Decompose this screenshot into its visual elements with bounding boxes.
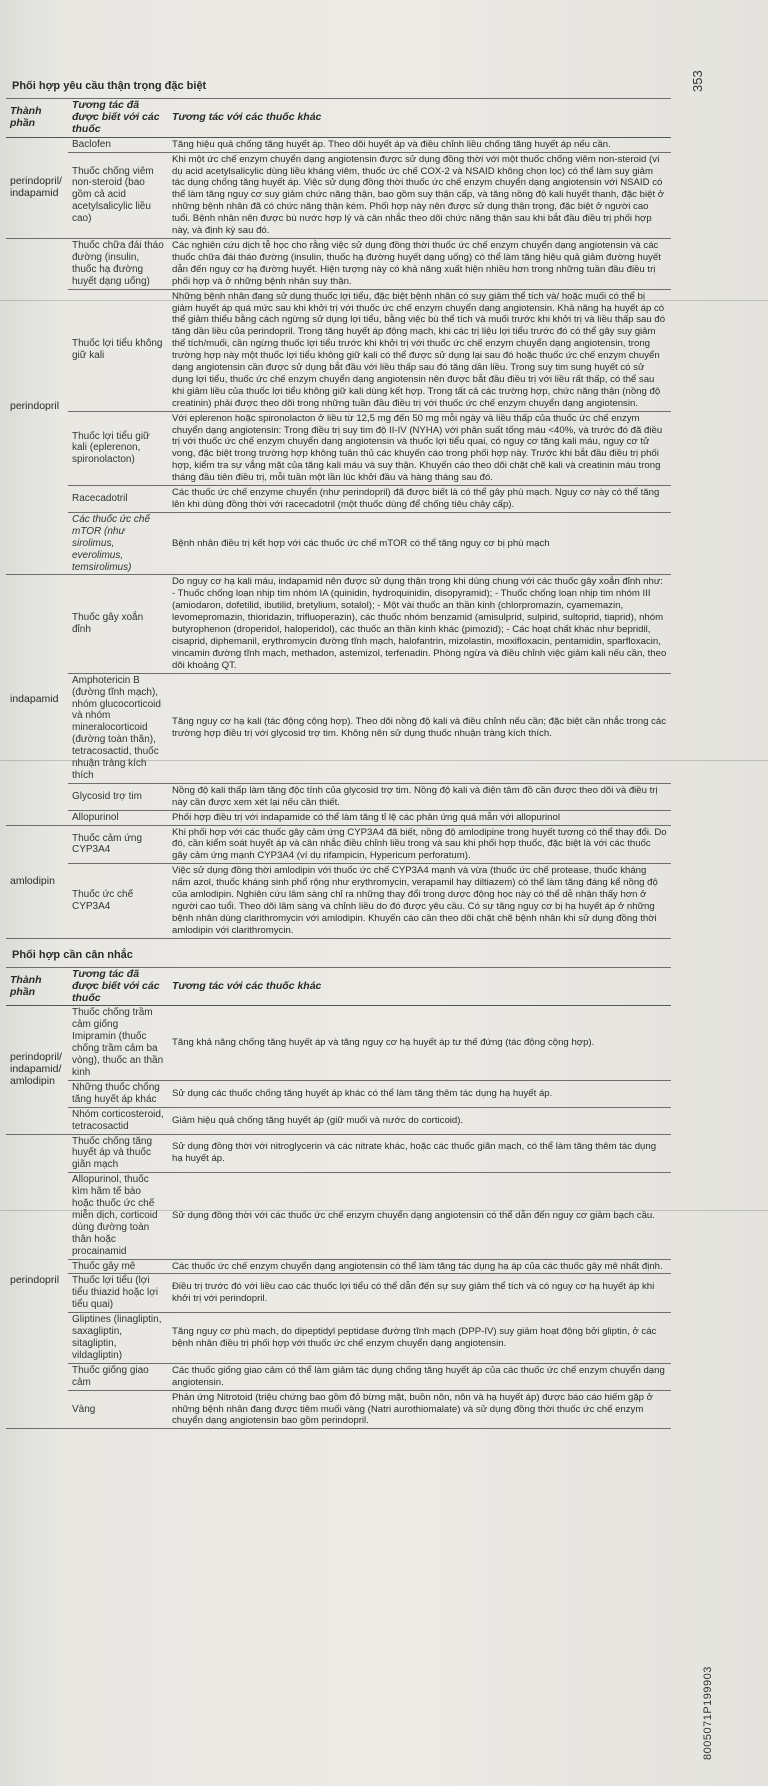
interaction-description-cell: Các thuốc ức chế enzyme chuyển (như perindopril) đã được biết là có thể gây phù mạch. Nguy cơ này có thể tăng lên khi dùng đồng thời với racecadotril (một thuốc dùng để chống tiêu chảy cấp).: [168, 486, 671, 513]
table-row: [6, 1313, 671, 1364]
table-row: [6, 152, 671, 238]
known-drug-cell: Những thuốc chống tăng huyết áp khác: [68, 1080, 168, 1107]
table-row: [6, 1080, 671, 1107]
table-header-row: [6, 99, 671, 138]
table-row: [6, 1274, 671, 1313]
interaction-description-cell: Sử dụng đồng thời với nitroglycerin và các nitrate khác, hoặc các thuốc giãn mạch, có thể làm tăng thêm tác dụng hạ huyết áp.: [168, 1134, 671, 1173]
component-cell: indapamid: [6, 575, 68, 825]
interaction-description-cell: Các thuốc giống giao cảm có thể làm giảm tác dụng chống tăng huyết áp của các thuốc ức chế enzym chuyển dạng angiotensin.: [168, 1363, 671, 1390]
interaction-description-cell: Phối hợp điều trị với indapamide có thể làm tăng tỉ lệ các phản ứng quá mẫn với allopurinol: [168, 810, 671, 825]
document-code: 8005071P199903: [702, 1666, 714, 1760]
interaction-description-cell: Sử dụng các thuốc chống tăng huyết áp khác có thể làm tăng thêm tác dụng hạ huyết áp.: [168, 1080, 671, 1107]
interaction-description-cell: Tăng nguy cơ hạ kali (tác động cộng hợp). Theo dõi nồng độ kali và điều chỉnh nếu cần; đặc biệt cần nhắc trong các trường hợp điều trị với glycosid trợ tim. Không nên sử dụng thuốc nhuận tràng kích thích.: [168, 673, 671, 783]
interaction-table-special-caution: [6, 98, 671, 939]
known-drug-cell: Racecadotril: [68, 486, 168, 513]
table-row: [6, 864, 671, 938]
known-drug-cell: Thuốc chống viêm non-steroid (bao gồm cả acid acetylsalicylic liều cao): [68, 152, 168, 238]
header-component: Thành phần: [6, 99, 68, 138]
known-drug-cell: Vàng: [68, 1390, 168, 1429]
table-row: [6, 673, 671, 783]
known-drug-cell: Glycosid trợ tim: [68, 783, 168, 810]
table-row: [6, 1390, 671, 1429]
table-row: [6, 1259, 671, 1274]
known-drug-cell: Các thuốc ức chế mTOR (như sirolimus, everolimus, temsirolimus): [68, 512, 168, 575]
table-row: [6, 486, 671, 513]
known-drug-cell: Thuốc lợi tiểu không giữ kali: [68, 289, 168, 411]
interaction-description-cell: Việc sử dụng đồng thời amlodipin với thuốc ức chế CYP3A4 mạnh và vừa (thuốc ức chế protease, thuốc kháng nấm azol, thuốc kháng sinh phổ rộng như erythromycin, verapamil hay diltiazem) có thể làm tăng đáng kể nồng độ của amlodipin. Nghiên cứu lâm sàng chỉ ra những thay đổi trong dược động học này có thể dễ nhận thấy hơn ở người cao tuổi. Theo dõi lâm sàng và chỉnh liều do đó được yêu cầu. Có sự tăng nguy cơ bị hạ huyết áp ở những bệnh nhân dùng clarithromycin với amlodipin. Khuyến cáo cần theo dõi chặt chẽ bệnh nhân khi sử dụng đồng thời amlodipin với clarithromycin.: [168, 864, 671, 938]
interaction-description-cell: Các thuốc ức chế enzym chuyển dạng angiotensin có thể làm tăng tác dụng hạ áp của các thuốc gây mê nhất định.: [168, 1259, 671, 1274]
component-cell: perindopril: [6, 238, 68, 574]
known-drug-cell: Amphotericin B (đường tĩnh mạch), nhóm glucocorticoid và nhóm mineralocorticoid (đường toàn thân), tetracosactid, thuốc nhuận tràng kích thích: [68, 673, 168, 783]
interaction-description-cell: Nồng độ kali thấp làm tăng độc tính của glycosid trợ tim. Nồng độ kali và điện tâm đồ cần được theo dõi và điều trị này cần được xem xét lại nếu cần thiết.: [168, 783, 671, 810]
component-cell: perindopril/ indapamid/ amlodipin: [6, 1006, 68, 1134]
table-row: [6, 512, 671, 575]
interaction-description-cell: Bệnh nhân điều trị kết hợp với các thuốc ức chế mTOR có thể tăng nguy cơ bị phù mạch: [168, 512, 671, 575]
page-number: 353: [690, 70, 705, 92]
interaction-description-cell: Tăng khả năng chống tăng huyết áp và tăng nguy cơ hạ huyết áp tư thế đứng (tác động cộng hợp).: [168, 1006, 671, 1080]
known-drug-cell: Thuốc gây mê: [68, 1259, 168, 1274]
header-other-interactions: Tương tác với các thuốc khác: [168, 99, 671, 138]
interaction-description-cell: Điều trị trước đó với liều cao các thuốc lợi tiểu có thể dẫn đến sự suy giảm thể tích và có nguy cơ hạ huyết áp khi khởi trị với perindopril.: [168, 1274, 671, 1313]
header-other-interactions: Tương tác với các thuốc khác: [168, 967, 671, 1006]
table-row: [6, 137, 671, 152]
header-component: Thành phần: [6, 967, 68, 1006]
component-cell: perindopril: [6, 1134, 68, 1429]
interaction-description-cell: Do nguy cơ hạ kali máu, indapamid nên được sử dụng thận trọng khi dùng chung với các thuốc gây xoắn đỉnh như: - Thuốc chống loạn nhịp tim nhóm IA (quinidin, hydroquinidin, disopyramid); - Thuốc chống loạn nhịp tim nhóm III (amiodaron, dofetilid, ibutilid, bretylium, sotalol); - Một vài thuốc an thần kinh (chlorpromazin, cyamemazin, levomepromazin, thioridazin, trifluoperazin), các thuốc nhóm benzamid (amisulprid, sulpirid, sultoprid, tiaprid), nhóm butyrophenon (droperidol, haloperidol), các thuốc an thần kinh khác (pimozid); - Các hoạt chất khác như bepridil, cisaprid, diphemanil, erythromycin đường tĩnh mạch, halofantrin, mizolastin, moxifloxacin, pentamidin, sparfloxacin, vincamin đường tĩnh mạch, methadon, astemizol, terfenadin. Phòng ngừa và điều chỉnh việc giảm kali nếu cần, theo dõi khoảng QT.: [168, 575, 671, 673]
table-row: [6, 783, 671, 810]
interaction-description-cell: Sử dụng đồng thời với các thuốc ức chế enzym chuyển dạng angiotensin có thể dẫn đến nguy cơ giảm bạch cầu.: [168, 1173, 671, 1259]
section-title-special-caution: Phối hợp yêu cầu thận trọng đặc biệt: [12, 80, 207, 92]
known-drug-cell: Baclofen: [68, 137, 168, 152]
known-drug-cell: Thuốc chữa đái tháo đường (insulin, thuốc hạ đường huyết dạng uống): [68, 238, 168, 289]
interaction-description-cell: Khi một ức chế enzym chuyển dạng angiotensin được sử dụng đồng thời với một thuốc chống viêm non-steroid (ví dụ acid acetylsalicylic dùng liều kháng viêm, thuốc ức chế COX-2 và NSAID không chọn lọc) có thể làm suy giảm tác dụng chống tăng huyết áp. Việc sử dụng đồng thời thuốc ức chế enzym chuyển dạng angiotensin với NSAID có thể làm tăng nguy cơ suy giảm chức năng thận, bao gồm suy thận cấp, và tăng nồng độ kali huyết thanh, đặc biệt ở những bệnh nhân đã có chức năng thận kém. Phối hợp này nên được sử dụng thận trọng, đặc biệt ở người cao tuổi. Bệnh nhân nên được bù nước hợp lý và cân nhắc theo dõi chức năng thận sau khi bắt đầu điều trị phối hợp này, và định kỳ sau đó.: [168, 152, 671, 238]
table-row: [6, 1107, 671, 1134]
known-drug-cell: Allopurinol: [68, 810, 168, 825]
interaction-table-consider: [6, 967, 671, 1430]
table-header-row: [6, 967, 671, 1006]
table-row: [6, 825, 671, 864]
table-row: [6, 810, 671, 825]
interaction-description-cell: Tăng nguy cơ phù mạch, do dipeptidyl peptidase đường tĩnh mạch (DPP-IV) suy giảm hoạt động bởi gliptin, ở các bệnh nhân điều trị phối hợp với thuốc ức chế enzym chuyển dạng angiotensin.: [168, 1313, 671, 1364]
interaction-description-cell: Các nghiên cứu dịch tễ học cho rằng việc sử dụng đồng thời thuốc ức chế enzym chuyển dạng angiotensin và các thuốc chữa đái tháo đường (insulin, thuốc hạ đường huyết dạng uống) có thể làm tăng hiệu quả giảm đường huyết dẫn đến nguy cơ hạ đường huyết. Hiện tượng này có khả năng xuất hiện nhiều hơn trong những tuần đầu điều trị phối hợp và ở những bệnh nhân suy thận.: [168, 238, 671, 289]
header-known-interactions: Tương tác đã được biết với các thuốc: [68, 967, 168, 1006]
known-drug-cell: Allopurinol, thuốc kìm hãm tế bào hoặc thuốc ức chế miễn dịch, corticoid dùng đường toàn thân hoặc procainamid: [68, 1173, 168, 1259]
known-drug-cell: Thuốc gây xoắn đỉnh: [68, 575, 168, 673]
table-row: [6, 1173, 671, 1259]
table-row: [6, 411, 671, 485]
known-drug-cell: Nhóm corticosteroid, tetracosactid: [68, 1107, 168, 1134]
table-row: [6, 575, 671, 673]
table-row: [6, 1363, 671, 1390]
known-drug-cell: Thuốc lợi tiểu (lợi tiểu thiazid hoặc lợi tiểu quai): [68, 1274, 168, 1313]
known-drug-cell: Thuốc cảm ứng CYP3A4: [68, 825, 168, 864]
header-known-interactions: Tương tác đã được biết với các thuốc: [68, 99, 168, 138]
interaction-document: [6, 78, 671, 1429]
section-title-consider: Phối hợp cần cân nhắc: [12, 948, 133, 961]
interaction-description-cell: Giảm hiệu quả chống tăng huyết áp (giữ muối và nước do corticoid).: [168, 1107, 671, 1134]
table-row: [6, 289, 671, 411]
known-drug-cell: Thuốc ức chế CYP3A4: [68, 864, 168, 938]
interaction-description-cell: Những bệnh nhân đang sử dụng thuốc lợi tiểu, đặc biệt bệnh nhân có suy giảm thể tích và/ hoặc muối có thể bị giảm huyết áp quá mức sau khi khởi trị với thuốc ức chế enzym chuyển dạng angiotensin. Khả năng hạ huyết áp có thể giảm thiểu bằng cách ngừng sử dụng lợi tiểu, bằng việc bù thể tích và muối trước khi khởi trị và liều thấp sau đó tăng dần liều của perindopril. Trong tăng huyết áp động mạch, khi các trị liệu lợi tiểu trước đó có thể gây suy giảm thể tích/muối, cần ngừng thuốc lợi tiểu trước khi khởi trị với thuốc ức chế enzym chuyển dạng angiotensin, trong trường hợp này một thuốc lợi tiểu không giữ kali có thể được sử dụng lại sau đó hoặc thuốc ức chế enzym chuyển dạng angiotensin cần được sử dụng bắt đầu với liều thấp sau đó tăng dần liều. Trong suy tim sung huyết có sử dụng lợi tiểu, thuốc ức chế enzym chuyển dạng angiotensin nên được bắt đầu điều trị với liều rất thấp, có thể sau khi giảm liều của thuốc lợi tiểu không giữ kali dùng kết hợp. Trong tất cả các trường hợp, chức năng thận (nồng độ creatinin) phải được theo dõi trong những tuần đầu điều trị với thuốc ức chế enzym chuyển dạng angiotensin.: [168, 289, 671, 411]
interaction-description-cell: Tăng hiệu quả chống tăng huyết áp. Theo dõi huyết áp và điều chỉnh liều chống tăng huyết áp nếu cần.: [168, 137, 671, 152]
interaction-description-cell: Phản ứng Nitrotoid (triệu chứng bao gồm đỏ bừng mặt, buồn nôn, nôn và hạ huyết áp) được báo cáo hiếm gặp ở những bệnh nhân đang được tiêm muối vàng (Natri aurothiomalate) và sử dụng đồng thời thuốc ức chế enzym chuyển dạng angiotensin bao gồm perindopril.: [168, 1390, 671, 1429]
component-cell: amlodipin: [6, 825, 68, 938]
table-row: [6, 238, 671, 289]
known-drug-cell: Thuốc chống trầm cảm giống Imipramin (thuốc chống trầm cảm ba vòng), thuốc an thần kinh: [68, 1006, 168, 1080]
interaction-description-cell: Với eplerenon hoặc spironolacton ở liều từ 12,5 mg đến 50 mg mỗi ngày và liều thấp của thuốc ức chế enzym chuyển dạng angiotensin: Trong điều trị suy tim độ II-IV (NYHA) với phân suất tống máu <40%, và trước đó đã điều trị với thuốc ức chế enzym chuyển dạng angiotensin và thuốc lợi tiểu quai, có nguy cơ tăng kali máu, nguy cơ tử vong, đặc biệt trong trường hợp không tuân thủ các khuyến cáo trong phối hợp này. Trước khi bắt đầu điều trị phối hợp, kiểm tra sự vắng mặt của tăng kali máu và suy thận. Khuyến cáo theo dõi chặt chẽ kali và creatinin máu trong tháng đầu tiên điều trị, mỗi tuần một lần lúc khởi đầu và hàng tháng sau đó.: [168, 411, 671, 485]
table-row: [6, 1134, 671, 1173]
known-drug-cell: Thuốc lợi tiểu giữ kali (eplerenon, spironolacton): [68, 411, 168, 485]
known-drug-cell: Gliptines (linagliptin, saxagliptin, sitagliptin, vildagliptin): [68, 1313, 168, 1364]
component-cell: perindopril/ indapamid: [6, 137, 68, 238]
interaction-description-cell: Khi phối hợp với các thuốc gây cảm ứng CYP3A4 đã biết, nồng độ amlodipine trong huyết tương có thể thay đổi. Do đó, cần kiểm soát huyết áp và cân nhắc điều chỉnh liều trong và sau khi phối hợp thuốc, đặc biệt là với các thuốc gây cảm ứng mạnh CYP3A4 (ví dụ rifampicin, Hypericum perforatum).: [168, 825, 671, 864]
table-row: [6, 1006, 671, 1080]
known-drug-cell: Thuốc chống tăng huyết áp và thuốc giãn mạch: [68, 1134, 168, 1173]
known-drug-cell: Thuốc giống giao cảm: [68, 1363, 168, 1390]
